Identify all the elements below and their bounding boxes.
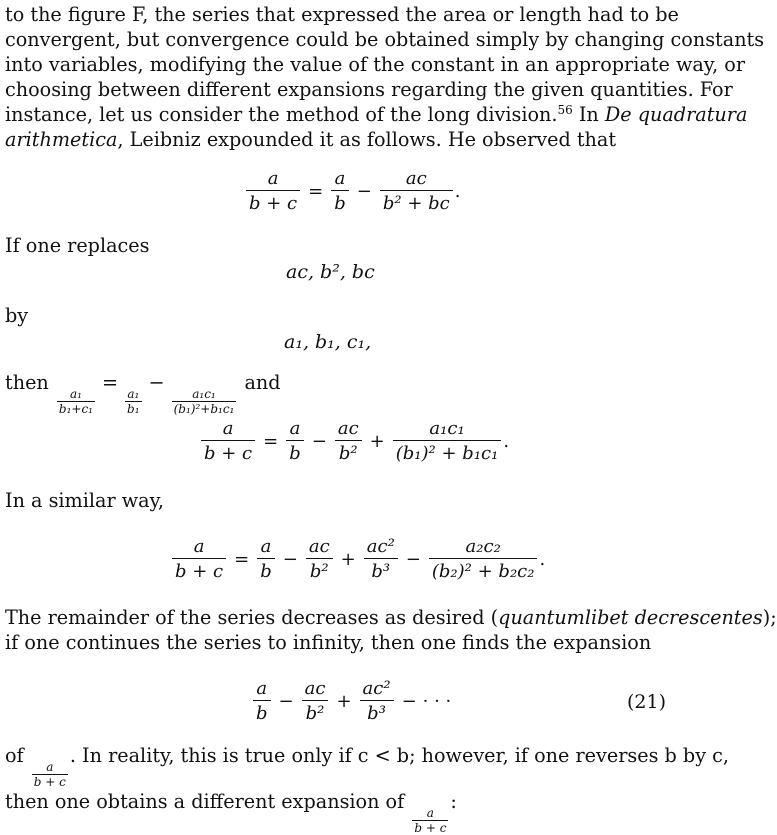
- text-line: of $\frac{a}{b + c}$ . In reality, this is true only if c < b; however, if one reverses b by c,: [5, 744, 729, 789]
- fraction: $\frac{ac}{\text{b²}}$: [306, 536, 333, 583]
- equation-number: (21): [626, 691, 666, 713]
- text-line: if one continues the series to infinity, then one finds the expansion: [5, 631, 652, 654]
- fraction: $\frac{a}{b}$: [257, 536, 275, 583]
- fraction: $\frac{a}{b + c}$: [246, 168, 300, 215]
- replaced-terms: ac, b², bc: [286, 261, 375, 283]
- text-line: [5, 127, 670, 152]
- text-line: into variables, modifying the value of the constant in an appropriate way, or: [5, 53, 746, 76]
- fraction: $\frac{a}{b}$: [286, 418, 304, 465]
- work-title: De quadratura: [604, 103, 748, 126]
- inline-fraction: $\frac{a}{b + c}$: [414, 806, 447, 835]
- inline-fraction: $\frac{\text{a₁}}{\text{b₁+c₁}}$: [58, 387, 93, 416]
- text-line: by: [5, 304, 29, 327]
- replacement-terms: a₁, b₁, c₁,: [284, 331, 372, 353]
- fraction: $\frac{ac}{\text{b²}}$: [335, 418, 362, 465]
- text-line: then one obtains a different expansion of $\frac{a}{b + c}$ :: [5, 790, 457, 835]
- fraction: $\frac{\text{ac²}}{\text{b³}}$: [364, 536, 398, 583]
- fraction: $\frac{ac}{\text{b² + bc}}$: [380, 168, 453, 215]
- text-fragment: In: [572, 103, 605, 126]
- fraction: $\frac{a}{b}$: [331, 168, 349, 215]
- text-line: The remainder of the series decreases as desired (quantumlibet decrescentes);: [5, 606, 777, 629]
- closing-paragraph: [5, 743, 729, 835]
- fraction: $\frac{\text{a₂c₂}}{\text{(b₂)² + b₂c₂}}$: [429, 536, 538, 583]
- work-title: arithmetica: [5, 128, 118, 151]
- equation-21: $\frac{a}{b}$ − $\frac{ac}{\text{b²}}$ + $\frac{\text{ac²}}{\text{b³}}$ − · · ·: [251, 678, 451, 725]
- inline-fraction: $\frac{\text{a₁}}{\text{b₁}}$: [127, 387, 140, 416]
- fraction: $\frac{a}{b + c}$: [201, 418, 255, 465]
- equation-2: $\frac{a}{b + c}$ = $\frac{a}{b}$ − $\frac{ac}{\text{b²}}$ + $\frac{\text{a₁c₁}}{\text{(b₁)² + b₁c₁}}$ .: [199, 418, 509, 465]
- text-line: choosing between different expansions regarding the given quantities. For: [5, 78, 733, 101]
- inline-fraction: $\frac{a}{b + c}$: [33, 760, 66, 789]
- fraction: $\frac{a}{b + c}$: [172, 536, 226, 583]
- fraction: $\frac{a}{b}$: [253, 678, 271, 725]
- latin-phrase: quantumlibet decrescentes: [498, 606, 763, 629]
- fraction: $\frac{ac}{\text{b²}}$: [302, 678, 329, 725]
- text-line: [5, 102, 748, 127]
- opening-paragraph: [5, 2, 765, 152]
- fraction: $\frac{\text{a₁c₁}}{\text{(b₁)² + b₁c₁}}$: [393, 418, 502, 465]
- fraction: $\frac{\text{ac²}}{\text{b³}}$: [360, 678, 394, 725]
- equation-3: $\frac{a}{b + c}$ = $\frac{a}{b}$ − $\frac{ac}{\text{b²}}$ + $\frac{\text{ac²}}{\text{b³}}$ − $\frac{\text{a₂c₂}}{\text{(b₂)² + b₂c₂}}$ .: [170, 536, 545, 583]
- inline-equation-line: then $\frac{\text{a₁}}{\text{b₁+c₁}}$ = $\frac{\text{a₁}}{\text{b₁}}$ − $\frac{\text{a₁c₁}}{\text{(b₁)²+b₁c₁}}$ and: [5, 371, 281, 416]
- remainder-paragraph: [5, 605, 777, 655]
- equation-1: $\frac{a}{b + c}$ = $\frac{a}{b}$ − $\frac{ac}{\text{b² + bc}}$ .: [244, 168, 460, 215]
- text-fragment: instance, let us consider the method of the long division.: [5, 103, 558, 126]
- text-line: In a similar way,: [5, 489, 164, 512]
- text-fragment: , Leibniz expounded it as follows. He observed that: [117, 128, 617, 151]
- text-line: If one replaces: [5, 234, 150, 257]
- inline-fraction: $\frac{\text{a₁c₁}}{\text{(b₁)²+b₁c₁}}$: [173, 387, 235, 416]
- footnote-ref: 56: [557, 103, 573, 117]
- text-line: to the figure F, the series that expressed the area or length had to be: [5, 3, 679, 26]
- text-line: convergent, but convergence could be obtained simply by changing constants: [5, 28, 765, 51]
